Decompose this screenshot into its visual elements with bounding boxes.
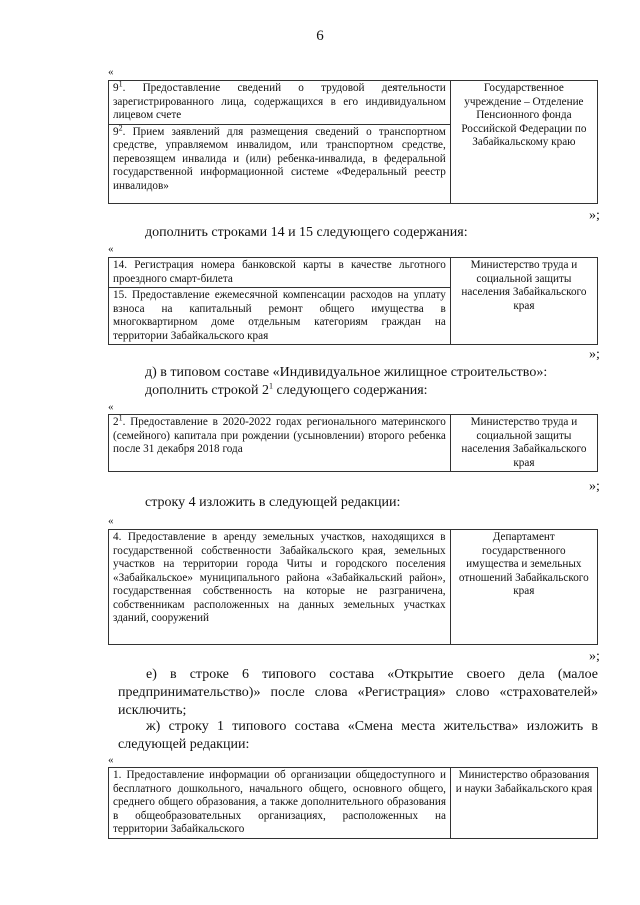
table-row: [109, 530, 598, 645]
paragraph: дополнить строками 14 и 15 следующего содержания:: [145, 225, 468, 240]
paragraph: е) в строке 6 типового состава «Открытие своего дела (малое предпринимательство)» после слова «Регистрация» слово «страхователей» исключить;: [118, 667, 598, 718]
service-table: [108, 414, 598, 472]
opening-quote: «: [108, 66, 114, 78]
service-table: [108, 80, 598, 204]
service-table: [108, 529, 598, 645]
table-row: [109, 81, 598, 125]
closing-quote: »;: [589, 479, 600, 494]
page-number: 6: [316, 28, 324, 44]
paragraph: д) в типовом составе «Индивидуальное жилищное строительство»:: [145, 365, 548, 380]
organization-cell: Департамент государственного имущества и земельных отношений Забайкальского края: [450, 530, 597, 645]
closing-quote: »;: [589, 208, 600, 223]
service-cell: 4. Предоставление в аренду земельных участков, находящихся в государственной собственности Забайкальского края, земельных участков на территории города Читы и городского поселения «Забайкальское» муниципального района «Забайкальский район», государственная собственность на которые не разграничена, собственникам расположенных на данных земельных участках зданий, сооружений: [109, 530, 451, 645]
service-cell: 15. Предоставление ежемесячной компенсации расходов на уплату взноса на капитальный ремонт общего имущества в многоквартирном доме отдельным категориям граждан на территории Забайкальского края: [109, 288, 451, 345]
service-cell: $9^2$. Прием заявлений для размещения сведений о транспортном средстве, управляемом инвалидом, или транспортном средстве, перевозящем инвалида и (или) ребенка-инвалида, в федеральной государственной информационной системе «Федеральный реестр инвалидов»: [109, 124, 451, 203]
organization-cell: Министерство труда и социальной защиты населения Забайкальского края: [450, 258, 597, 345]
organization-cell: Государственное учреждение – Отделение Пенсионного фонда Российской Федерации по Забайкальскому краю: [450, 81, 597, 204]
service-cell: 1. Предоставление информации об организации общедоступного и бесплатного дошкольного, начального общего, основного общего, среднего общего образования, а также дополнительного образования в общеобразовательных организациях, расположенных на территории Забайкальского: [109, 768, 451, 839]
opening-quote: «: [108, 754, 114, 766]
closing-quote: »;: [589, 347, 600, 362]
organization-cell: Министерство труда и социальной защиты населения Забайкальского края: [450, 415, 597, 472]
paragraph: ж) строку 1 типового состава «Смена места жительства» изложить в следующей редакции:: [118, 719, 598, 752]
opening-quote: «: [108, 401, 114, 413]
opening-quote: «: [108, 515, 114, 527]
table-row: [109, 415, 598, 472]
service-cell: $2^1$. Предоставление в 2020-2022 годах регионального материнского (семейного) капитала при рождении (усыновлении) второго ребенка после 31 декабря 2018 года: [109, 415, 451, 472]
service-cell: 14. Регистрация номера банковской карты в качестве льготного проездного смарт-билета: [109, 258, 451, 288]
service-cell: $9^1$. Предоставление сведений о трудовой деятельности зарегистрированного лица, содержащихся в его индивидуальном лицевом счете: [109, 81, 451, 125]
table-row: [109, 768, 598, 839]
service-table: [108, 257, 598, 345]
closing-quote: »;: [589, 649, 600, 664]
paragraph: строку 4 изложить в следующей редакции:: [145, 495, 401, 510]
paragraph: дополнить строкой $2^1$ следующего содержания:: [145, 381, 428, 398]
table-row: [109, 258, 598, 288]
opening-quote: «: [108, 243, 114, 255]
service-table: [108, 767, 598, 839]
organization-cell: Министерство образования и науки Забайкальского края: [450, 768, 597, 839]
